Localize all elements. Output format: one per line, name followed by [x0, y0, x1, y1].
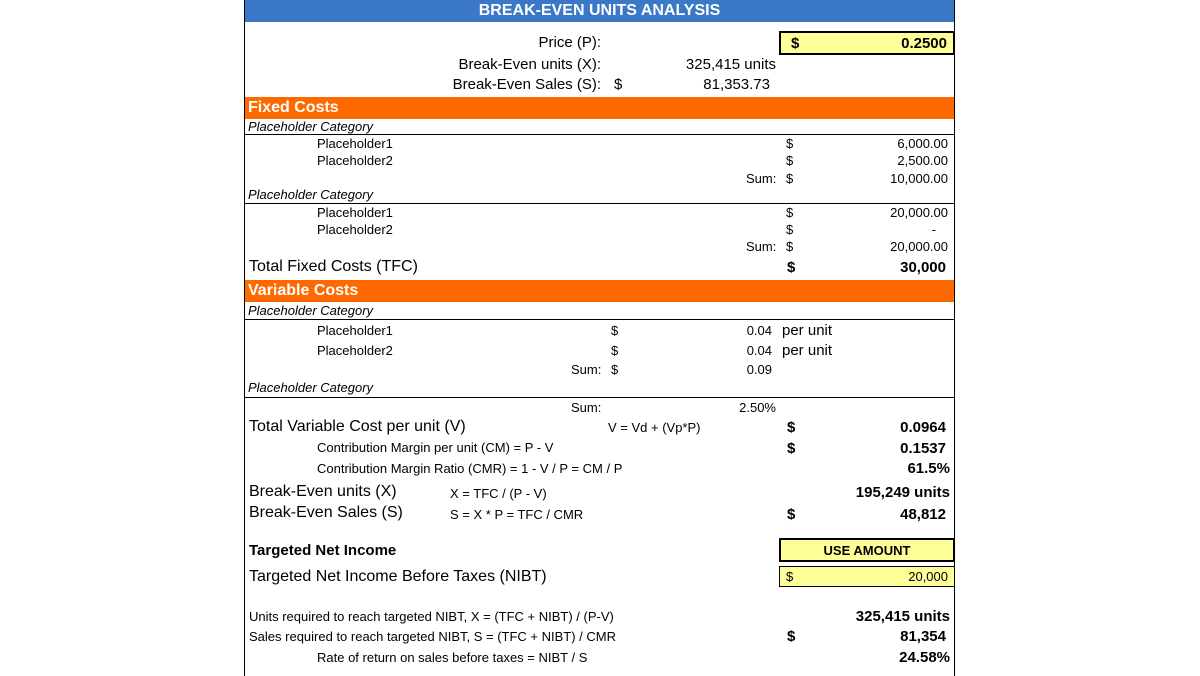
ror-value: 24.58%	[899, 649, 950, 666]
bes-value: 48,812	[900, 506, 946, 523]
divider	[245, 134, 954, 135]
sales-required-currency: $	[787, 628, 796, 645]
variable-category-2: Placeholder Category	[248, 380, 374, 395]
cmr-value: 61.5%	[907, 460, 950, 477]
fixed-item-currency: $	[786, 153, 794, 168]
fixed-item-label: Placeholder1	[317, 136, 393, 151]
tvc-formula: V = Vd + (Vp*P)	[608, 420, 701, 435]
divider	[245, 397, 954, 398]
cm-label: Contribution Margin per unit (CM) = P - V	[317, 440, 554, 455]
fixed-item-label: Placeholder2	[317, 153, 393, 168]
fixed-sum-value: 20,000.00	[890, 239, 948, 254]
variable-sum-label: Sum:	[571, 362, 602, 377]
fixed-item-value: 2,500.00	[897, 153, 948, 168]
beu-value: 195,249 units	[855, 484, 950, 501]
beu-formula: X = TFC / (P - V)	[450, 486, 547, 501]
ror-label: Rate of return on sales before taxes = NIBT / S	[317, 650, 588, 665]
variable-item-unit: per unit	[782, 322, 833, 339]
fixed-sum-label: Sum:	[746, 239, 777, 254]
be-sales-label: Break-Even Sales (S):	[452, 76, 601, 93]
variable-item-currency: $	[611, 323, 619, 338]
fixed-item-value: 6,000.00	[897, 136, 948, 151]
tvc-value: 0.0964	[900, 419, 946, 436]
cmr-label: Contribution Margin Ratio (CMR) = 1 - V / P = CM / P	[317, 461, 623, 476]
total-fixed-costs-currency: $	[787, 259, 796, 276]
use-amount-label: USE AMOUNT	[823, 543, 911, 558]
variable-item-unit: per unit	[782, 342, 833, 359]
units-required-value: 325,415 units	[855, 608, 950, 625]
fixed-item-label: Placeholder2	[317, 222, 393, 237]
use-amount-button[interactable]	[779, 538, 955, 562]
variable-item-value: 0.04	[746, 343, 772, 358]
tvc-label: Total Variable Cost per unit (V)	[249, 418, 466, 435]
sales-required-label: Sales required to reach targeted NIBT, S = (TFC + NIBT) / CMR	[249, 629, 617, 644]
price-value: 0.2500	[901, 35, 947, 52]
fixed-item-currency: $	[786, 222, 794, 237]
fixed-item-currency: $	[786, 205, 794, 220]
fixed-costs-header: Fixed Costs	[245, 97, 954, 119]
variable-item-label: Placeholder1	[317, 323, 393, 338]
beu-label: Break-Even units (X)	[249, 483, 397, 500]
variable-sum2-label: Sum:	[571, 400, 602, 415]
fixed-item-value: -	[931, 222, 936, 237]
nibt-currency: $	[786, 569, 794, 584]
variable-costs-header: Variable Costs	[245, 280, 954, 302]
cm-value: 0.1537	[900, 440, 946, 457]
fixed-item-currency: $	[786, 136, 794, 151]
variable-category-1: Placeholder Category	[248, 303, 374, 318]
bes-formula: S = X * P = TFC / CMR	[450, 507, 584, 522]
bes-currency: $	[787, 506, 796, 523]
be-units-label: Break-Even units (X):	[458, 56, 601, 73]
fixed-sum-label: Sum:	[746, 171, 777, 186]
fixed-item-label: Placeholder1	[317, 205, 393, 220]
variable-sum-currency: $	[611, 362, 619, 377]
variable-sum2-value: 2.50%	[739, 400, 776, 415]
nibt-input[interactable]	[779, 566, 955, 587]
bes-label: Break-Even Sales (S)	[249, 504, 403, 521]
price-currency: $	[791, 35, 800, 52]
be-sales-currency: $	[614, 76, 623, 93]
total-fixed-costs-value: 30,000	[900, 259, 946, 276]
units-required-label: Units required to reach targeted NIBT, X = (TFC + NIBT) / (P-V)	[249, 609, 614, 624]
price-label: Price (P):	[538, 34, 601, 51]
price-input[interactable]	[779, 31, 955, 55]
be-units-value: 325,415 units	[685, 56, 776, 73]
fixed-category-2: Placeholder Category	[248, 187, 374, 202]
sales-required-value: 81,354	[900, 628, 946, 645]
target-heading: Targeted Net Income	[249, 542, 397, 559]
divider	[245, 319, 954, 320]
spreadsheet	[244, 0, 955, 676]
variable-item-label: Placeholder2	[317, 343, 393, 358]
nibt-value: 20,000	[908, 569, 948, 584]
nibt-label: Targeted Net Income Before Taxes (NIBT)	[249, 568, 547, 585]
cm-currency: $	[787, 440, 796, 457]
fixed-sum-value: 10,000.00	[890, 171, 948, 186]
tvc-currency: $	[787, 419, 796, 436]
variable-item-value: 0.04	[746, 323, 772, 338]
sheet-title: BREAK-EVEN UNITS ANALYSIS	[245, 0, 954, 22]
be-sales-value: 81,353.73	[703, 76, 770, 93]
divider	[245, 203, 954, 204]
variable-sum-value: 0.09	[746, 362, 772, 377]
fixed-item-value: 20,000.00	[890, 205, 948, 220]
total-fixed-costs-label: Total Fixed Costs (TFC)	[249, 258, 418, 275]
fixed-category-1: Placeholder Category	[248, 119, 374, 134]
variable-item-currency: $	[611, 343, 619, 358]
fixed-sum-currency: $	[786, 171, 794, 186]
fixed-sum-currency: $	[786, 239, 794, 254]
